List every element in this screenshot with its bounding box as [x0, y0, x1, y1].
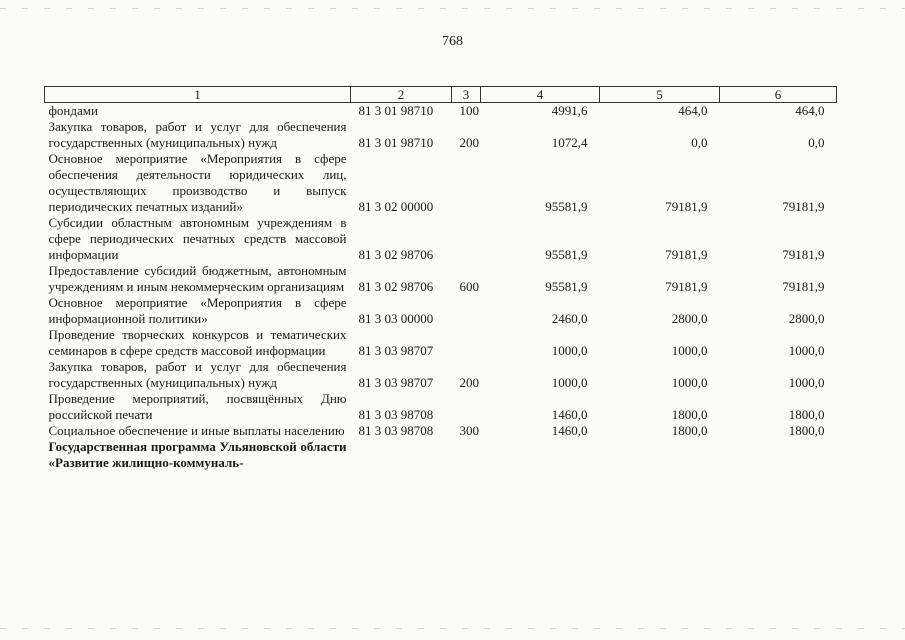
row-value-6: 1800,0: [788, 407, 825, 422]
row-value-4: 1460,0: [551, 423, 588, 438]
row-name: Основное мероприятие «Мероприятия в сфере информационной политики»: [48, 295, 347, 326]
row-code: [351, 439, 452, 471]
row-name: Субсидии областным автономным учреждениям в сфере периодических печатных средств массовой информации: [48, 215, 347, 262]
row-value-4: 4991,6: [551, 103, 588, 118]
table-row: [45, 327, 837, 359]
row-value-5: 79181,9: [665, 279, 708, 294]
row-value-4: 95581,9: [545, 247, 588, 262]
row-value-6: 79181,9: [782, 199, 825, 214]
row-value-6: 2800,0: [788, 311, 825, 326]
table-row: [45, 151, 837, 215]
col-header-1: 1: [45, 87, 351, 103]
table-row: [45, 215, 837, 263]
row-value-5: 2800,0: [671, 311, 708, 326]
col-header-4: 4: [481, 87, 600, 103]
row-value-4: 1000,0: [551, 375, 588, 390]
row-kvr: [452, 327, 481, 359]
row-code: 81 3 03 98708: [358, 407, 434, 422]
row-kvr: 300: [459, 423, 479, 438]
row-value-6: 0,0: [808, 135, 825, 150]
row-name: фондами: [48, 103, 98, 118]
row-value-4: 1460,0: [551, 407, 588, 422]
table-header-row: [45, 87, 837, 103]
budget-table: [44, 86, 837, 471]
table-row-program-title: [45, 439, 837, 471]
scan-artifact-bottom: [0, 628, 905, 629]
row-kvr: [452, 151, 481, 215]
row-kvr: 100: [459, 103, 479, 118]
row-value-6: 1000,0: [788, 343, 825, 358]
row-value-5: 1800,0: [671, 423, 708, 438]
row-value-6: [720, 439, 837, 471]
row-value-5: 79181,9: [665, 199, 708, 214]
table-row: [45, 103, 837, 120]
table-row: [45, 359, 837, 391]
table-row: [45, 119, 837, 151]
row-code: 81 3 03 98708: [358, 423, 434, 438]
row-value-5: 1000,0: [671, 375, 708, 390]
row-code: 81 3 02 98706: [358, 279, 434, 294]
row-value-6: 1000,0: [788, 375, 825, 390]
table-row: [45, 263, 837, 295]
row-value-6: 79181,9: [782, 279, 825, 294]
row-kvr: 600: [459, 279, 479, 294]
row-value-5: 0,0: [691, 135, 708, 150]
row-code: 81 3 03 98707: [358, 343, 434, 358]
row-value-6: 464,0: [795, 103, 825, 118]
scan-artifact-top: [0, 8, 905, 9]
row-name: Социальное обеспечение и иные выплаты населению: [48, 423, 345, 438]
table-row: [45, 391, 837, 423]
table-row: [45, 423, 837, 439]
col-header-2: 2: [351, 87, 452, 103]
row-code: 81 3 02 00000: [358, 199, 434, 214]
row-code: 81 3 02 98706: [358, 247, 434, 262]
row-value-5: 1000,0: [671, 343, 708, 358]
row-kvr: [452, 215, 481, 263]
row-code: 81 3 01 98710: [358, 103, 434, 118]
row-value-5: 464,0: [678, 103, 708, 118]
row-value-6: 1800,0: [788, 423, 825, 438]
row-code: 81 3 03 98707: [358, 375, 434, 390]
row-value-4: 95581,9: [545, 199, 588, 214]
row-value-4: [481, 439, 600, 471]
table-row: [45, 295, 837, 327]
row-name: Основное мероприятие «Мероприятия в сфере обеспечения деятельности юридических лиц, осуществляющих производство и выпуск периодических печатных изданий»: [48, 151, 347, 214]
row-value-5: 1800,0: [671, 407, 708, 422]
row-kvr: [452, 439, 481, 471]
col-header-5: 5: [600, 87, 720, 103]
row-kvr: 200: [459, 135, 479, 150]
row-value-5: 79181,9: [665, 247, 708, 262]
row-name: Закупка товаров, работ и услуг для обеспечения государственных (муниципальных) нужд: [48, 359, 347, 390]
row-value-4: 95581,9: [545, 279, 588, 294]
row-name: Проведение мероприятий, посвящённых Дню российской печати: [48, 391, 347, 422]
row-kvr: 200: [459, 375, 479, 390]
row-value-4: 1072,4: [551, 135, 588, 150]
row-name: Закупка товаров, работ и услуг для обеспечения государственных (муниципальных) нужд: [48, 119, 347, 150]
col-header-6: 6: [720, 87, 837, 103]
row-value-6: 79181,9: [782, 247, 825, 262]
row-kvr: [452, 391, 481, 423]
col-header-3: 3: [452, 87, 481, 103]
row-value-4: 1000,0: [551, 343, 588, 358]
row-value-5: [600, 439, 720, 471]
row-name: Предоставление субсидий бюджетным, автономным учреждениям и иным некоммерческим организациям: [48, 263, 347, 294]
row-kvr: [452, 295, 481, 327]
row-code: 81 3 03 00000: [358, 311, 434, 326]
row-name: Государственная программа Ульяновской области «Развитие жилищно-коммуналь-: [48, 439, 347, 470]
row-code: 81 3 01 98710: [358, 135, 434, 150]
page-number: 768: [442, 34, 463, 49]
row-value-4: 2460,0: [551, 311, 588, 326]
row-name: Проведение творческих конкурсов и тематических семинаров в сфере средств массовой информации: [48, 327, 347, 358]
